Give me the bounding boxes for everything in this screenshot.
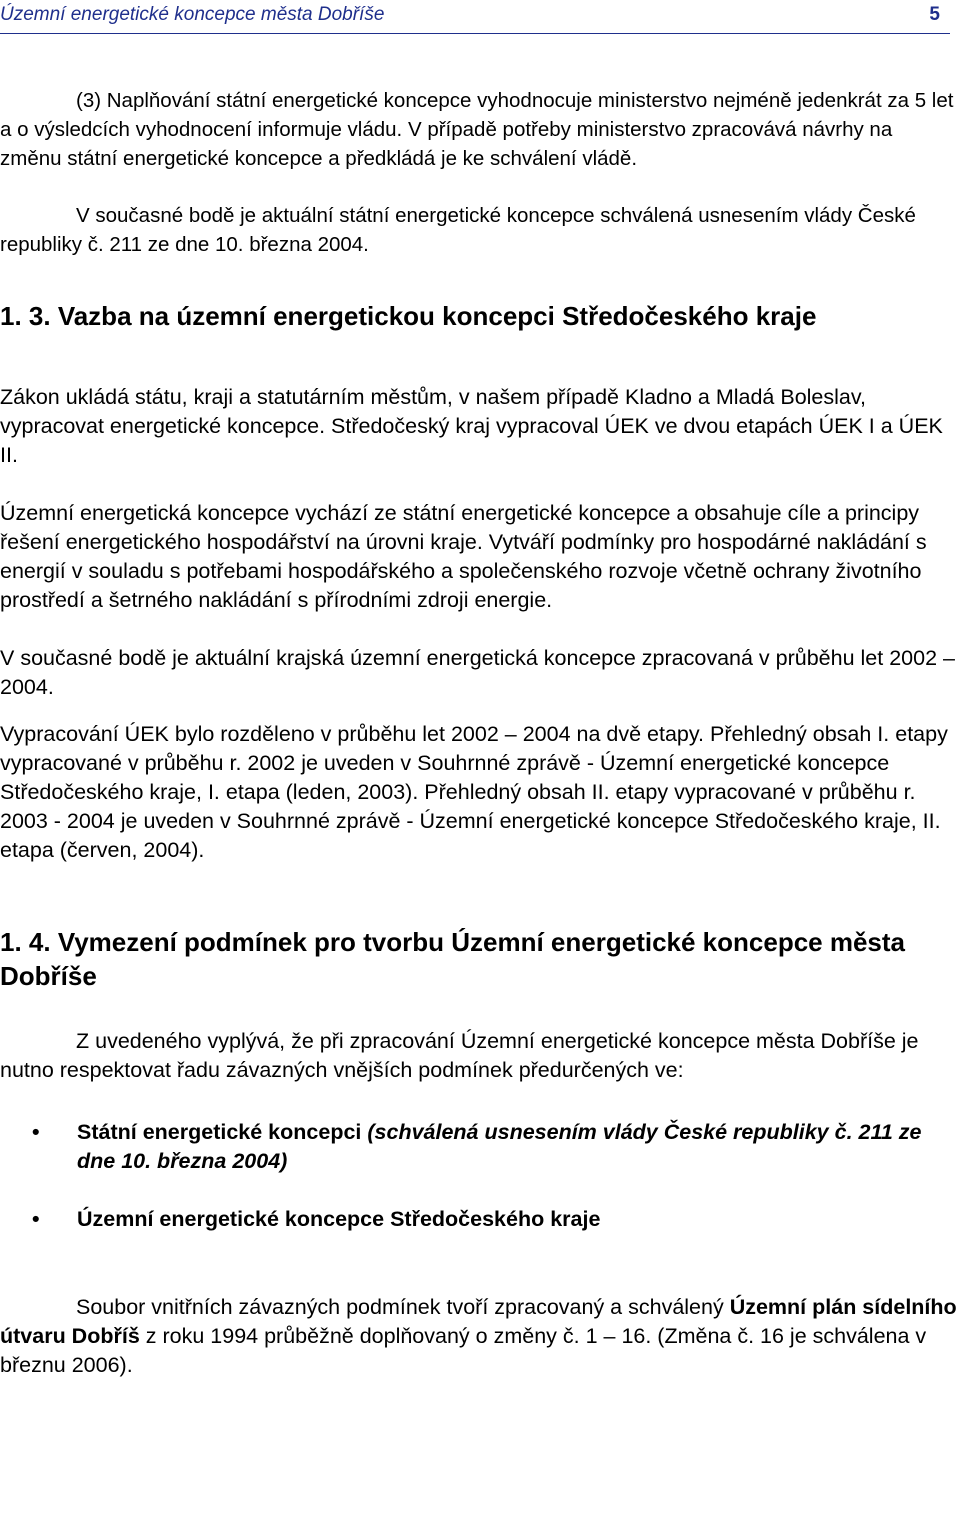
paragraph-ministry-evaluation: (3) Naplňování státní energetické koncepce vyhodnocuje ministerstvo nejméně jedenkrát za 5 let a o výsledcích vyhodnocení informuje vládu. V případě potřeby ministerstvo zpracovává návrhy na změnu státní energetické koncepce a předkládá je ke schválení vládě.: [0, 89, 954, 170]
header-rule: [0, 33, 950, 34]
section-heading-1-3: 1. 3. Vazba na územní energetickou koncepci Středočeského kraje: [0, 301, 817, 331]
header-title: Územní energetické koncepce města Dobříše: [0, 4, 385, 25]
bullet-icon: •: [32, 1120, 40, 1144]
page-header: [0, 0, 960, 36]
paragraph-current-state-concept: V současné bodě je aktuální státní energetické koncepce schválená usnesením vlády České republiky č. 211 ze dne 10. března 2004.: [0, 204, 916, 256]
paragraph-internal-conditions: [0, 1293, 958, 1380]
list-item: [0, 1118, 958, 1176]
intro-block: [0, 86, 958, 259]
paragraph-bold-plan: Územní plán sídelního útvaru Dobříš: [0, 1295, 957, 1348]
conditions-list: [0, 1118, 958, 1234]
list-item-italic: (schválená usnesením vlády České republiky č. 211 ze dne 10. března 2004): [77, 1120, 922, 1173]
bullet-icon: •: [32, 1207, 40, 1231]
page-number: 5: [929, 4, 940, 25]
paragraph-uek-stages: Vypracování ÚEK bylo rozděleno v průběhu let 2002 – 2004 na dvě etapy. Přehledný obsah I. etapy vypracované v průběhu r. 2002 je uveden v Souhrnné zprávě - Územní energetické koncepce Středočeského kraje, I. etapa (leden, 2003). Přehledný obsah II. etapy vypracované v průběhu r. 2003 - 2004 je uveden v Souhrnné zprávě - Územní energetické koncepce Středočeského kraje, II. etapa (červen, 2004).: [0, 722, 948, 862]
paragraph-law-duty: Zákon ukládá státu, kraji a statutárním městům, v našem případě Kladno a Mladá Boleslav, vypracovat energetické koncepce. Středočeský kraj vypracoval ÚEK ve dvou etapách ÚEK I a ÚEK II.: [0, 385, 943, 467]
paragraph-text: Soubor vnitřních závazných podmínek tvoří zpracovaný a schválený: [76, 1295, 730, 1319]
paragraph-regional-concept: V současné bodě je aktuální krajská územní energetická koncepce zpracovaná v průběhu let 2002 – 2004.: [0, 646, 955, 699]
paragraph-territorial-concept: Územní energetická koncepce vychází ze státní energetické koncepce a obsahuje cíle a principy řešení energetického hospodářství na úrovni kraje. Vytváří podmínky pro hospodárné nakládání s energií v souladu s potřebami hospodářského a společenského rozvoje včetně ochrany životního prostředí a šetrného nakládání s přírodními zdroji energie.: [0, 501, 927, 612]
section-heading-1-4: 1. 4. Vymezení podmínek pro tvorbu Územní energetické koncepce města Dobříše: [0, 927, 905, 991]
document-body: [0, 86, 958, 1380]
paragraph-text: z roku 1994 průběžně doplňovaný o změny č. 1 – 16. (Změna č. 16 je schválena v březnu 2006).: [0, 1324, 927, 1377]
list-item-bold: Státní energetické koncepci: [77, 1120, 362, 1144]
list-item-bold: Územní energetické koncepce Středočeského kraje: [77, 1207, 601, 1231]
list-item: [0, 1205, 958, 1234]
paragraph-conditions-intro: Z uvedeného vyplývá, že při zpracování Územní energetické koncepce města Dobříše je nutno respektovat řadu závazných vnějších podmínek předurčených ve:: [0, 1029, 919, 1082]
